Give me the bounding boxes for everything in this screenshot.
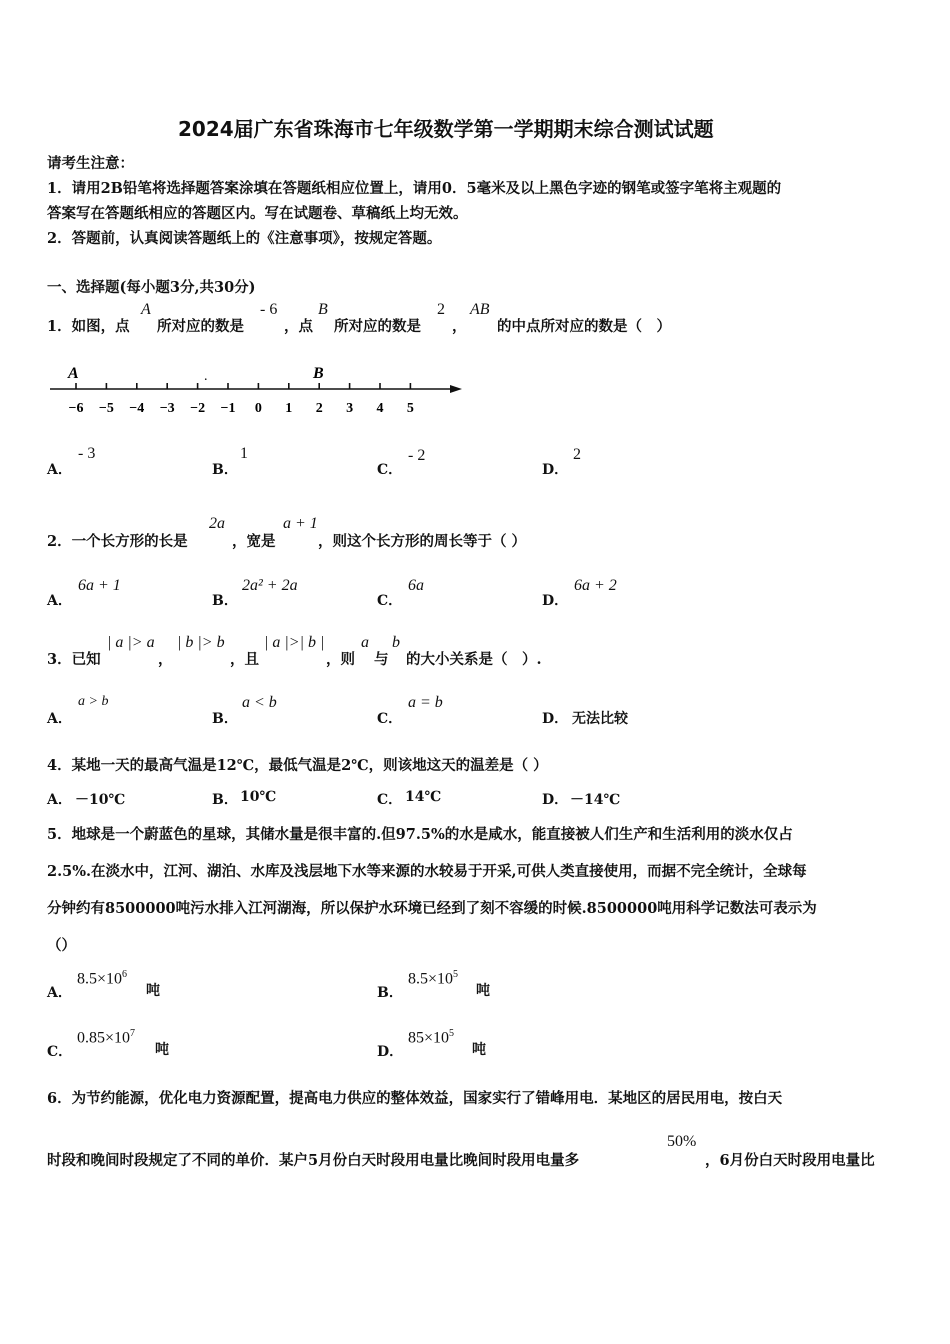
q5-option-a-unit: 吨 [146, 983, 160, 999]
q2-option-c-label[interactable]: C． [377, 593, 403, 609]
number-line-tick-label: 5 [406, 401, 414, 416]
q5-option-a-base: 8.5×10 [77, 970, 123, 988]
q3-var-a: a [361, 634, 369, 651]
q4-option-b-label[interactable]: B． [212, 792, 238, 808]
number-line-tick-label: 3 [346, 401, 354, 416]
q3-text-3: ，且 [230, 651, 259, 668]
question-6-line-1: 6．为节约能源，优化电力资源配置，提高电力供应的整体效益，国家实行了错峰用电．某地区的居民用电，按白天 [47, 1090, 783, 1107]
notice-line-1b: 答案写在答题纸相应的答题区内。写在试题卷、草稿纸上均无效。 [47, 205, 468, 222]
q4-option-b-value[interactable]: 10℃ [240, 789, 277, 805]
q3-option-d-label[interactable]: D． [542, 711, 569, 727]
q2-option-d-value[interactable]: 6a + 2 [574, 577, 617, 594]
question-4-text: 4．某地一天的最高气温是12℃，最低气温是2℃，则该地这天的温差是（ ） [47, 757, 548, 774]
q1-text-4: 所对应的数是 [334, 318, 421, 335]
page-title: 2024届广东省珠海市七年级数学第一学期期末综合测试试题 [178, 117, 714, 141]
q3-option-d-value[interactable]: 无法比较 [572, 711, 628, 727]
q5-option-b-unit: 吨 [476, 983, 490, 999]
notice-heading: 请考生注意： [47, 155, 134, 172]
number-line-tick-label: −2 [190, 401, 206, 416]
q6-percent: 50% [667, 1133, 697, 1150]
q5-option-b-base: 8.5×10 [408, 970, 454, 988]
q1-option-a-label[interactable]: A． [47, 462, 72, 478]
q4-option-d-label[interactable]: D． [542, 792, 569, 808]
q5-option-d-exponent: 5 [449, 1028, 455, 1039]
number-line-tick-label: −6 [68, 401, 84, 416]
q2-option-a-value[interactable]: 6a + 1 [78, 577, 121, 594]
q5-option-c-unit: 吨 [155, 1042, 169, 1058]
q2-option-d-label[interactable]: D． [542, 593, 569, 609]
q1-option-d-label[interactable]: D． [542, 462, 569, 478]
q4-option-d-value[interactable]: －14℃ [570, 792, 621, 808]
q5-option-a-label[interactable]: A． [47, 985, 72, 1001]
question-5-line-2: 2.5%.在淡水中，江河、湖泊、水库及浅层地下水等来源的水较易于开采,可供人类直接使用，而据不完全统计，全球每 [47, 863, 807, 880]
number-line-arrow [450, 385, 462, 393]
number-line-label-a: A [68, 365, 79, 382]
section-heading: 一、选择题(每小题3分,共30分) [47, 279, 256, 296]
q1-point-b: B [318, 301, 328, 318]
q3-condition-3: | a |>| b | [264, 634, 325, 651]
number-line-tick-label: 4 [376, 401, 384, 416]
q1-value-b: 2 [437, 301, 445, 318]
q5-option-d-base: 85×10 [408, 1029, 450, 1047]
question-6-line-2a: 时段和晚间时段规定了不同的单价．某户5月份白天时段用电量比晚间时段用电量多 [47, 1152, 580, 1169]
number-line-tick-label: −4 [129, 401, 145, 416]
q1-text-5: ， [452, 318, 467, 335]
q1-value-a: - 6 [260, 301, 278, 318]
number-line-label-b: B [313, 365, 324, 382]
number-line-tick-label: −1 [220, 401, 236, 416]
q5-option-c-label[interactable]: C． [47, 1044, 73, 1060]
q3-option-b-value[interactable]: a < b [242, 694, 277, 711]
q4-option-c-label[interactable]: C． [377, 792, 403, 808]
q5-option-c-base: 0.85×10 [77, 1029, 131, 1047]
q1-text-6: 的中点所对应的数是（ ） [497, 318, 671, 335]
q5-option-b-value[interactable] [408, 969, 458, 988]
q5-option-a-value[interactable] [77, 969, 127, 988]
question-5-line-1: 5．地球是一个蔚蓝色的星球，其储水量是很丰富的.但97.5%的水是咸水，能直接被人们生产和生活利用的淡水仅占 [47, 826, 793, 843]
q2-text-1: 2．一个长方形的长是 [47, 533, 188, 550]
q1-segment-ab: AB [470, 301, 490, 318]
q3-text-4: ，则 [326, 651, 355, 668]
number-line-tick-label: −3 [159, 401, 175, 416]
q1-text-2: 所对应的数是 [157, 318, 244, 335]
number-line-tick-label: −5 [98, 401, 114, 416]
q1-text-3: ，点 [284, 318, 313, 335]
q2-option-a-label[interactable]: A． [47, 593, 72, 609]
q2-length: 2a [209, 515, 225, 532]
question-5-line-3: 分钟约有8500000吨污水排入江河湖海，所以保护水环境已经到了刻不容缓的时候.8500000吨用科学记数法可表示为 [47, 900, 817, 917]
q3-option-b-label[interactable]: B． [212, 711, 238, 727]
q5-option-d-label[interactable]: D． [377, 1044, 404, 1060]
q3-text-5: 与 [374, 651, 389, 668]
q2-width: a + 1 [283, 515, 318, 532]
q1-point-a: A [141, 301, 151, 318]
q4-option-a-label[interactable]: A． [47, 792, 72, 808]
q5-option-a-exponent: 6 [122, 969, 128, 980]
q1-option-d-value[interactable]: 2 [573, 446, 581, 463]
q5-option-c-exponent: 7 [130, 1028, 136, 1039]
q2-option-b-label[interactable]: B． [212, 593, 238, 609]
number-line-figure [40, 358, 470, 420]
q3-text-6: 的大小关系是（ ）. [406, 651, 542, 668]
q2-text-3: ，则这个长方形的周长等于（ ） [318, 533, 527, 550]
q1-option-a-value[interactable]: - 3 [78, 445, 96, 462]
q3-option-c-label[interactable]: C． [377, 711, 403, 727]
notice-line-2: 2．答题前，认真阅读答题纸上的《注意事项》，按规定答题。 [47, 230, 442, 247]
q3-text-2: ， [158, 651, 173, 668]
q5-option-b-label[interactable]: B． [377, 985, 403, 1001]
q4-option-c-value[interactable]: 14℃ [405, 789, 442, 805]
number-line-tick-label: 2 [315, 401, 323, 416]
q3-condition-2: | b |> b [177, 634, 225, 651]
q5-option-d-value[interactable] [408, 1028, 454, 1047]
q4-option-a-value[interactable]: －10℃ [75, 792, 126, 808]
number-line-dot: . [204, 369, 208, 384]
q1-option-b-value[interactable]: 1 [240, 445, 248, 462]
q5-option-b-exponent: 5 [453, 969, 459, 980]
q3-option-c-value[interactable]: a = b [408, 694, 443, 711]
notice-line-1a: 1．请用2B铅笔将选择题答案涂填在答题纸相应位置上，请用0．5毫米及以上黑色字迹的钢笔或签字笔将主观题的 [47, 180, 782, 197]
q1-option-b-label[interactable]: B． [212, 462, 238, 478]
number-line-tick-label: 0 [254, 401, 262, 416]
q2-option-b-value[interactable]: 2a² + 2a [242, 577, 298, 594]
q5-option-d-unit: 吨 [472, 1042, 486, 1058]
q3-option-a-label[interactable]: A． [47, 711, 72, 727]
q5-option-c-value[interactable] [77, 1028, 135, 1047]
q3-condition-1: | a |> a [107, 634, 155, 651]
q3-text-1: 3．已知 [47, 651, 101, 668]
q3-var-b: b [392, 634, 400, 651]
q1-text-1: 1．如图，点 [47, 318, 130, 335]
q1-option-c-value[interactable]: - 2 [408, 447, 426, 464]
q3-option-a-value[interactable]: a > b [78, 694, 109, 709]
q2-text-2: ，宽是 [232, 533, 276, 550]
number-line-tick-label: 1 [285, 401, 293, 416]
question-6-line-2b: ，6月份白天时段用电量比 [705, 1152, 875, 1169]
q2-option-c-value[interactable]: 6a [408, 577, 424, 594]
question-5-line-4: （） [47, 937, 76, 954]
q1-option-c-label[interactable]: C． [377, 462, 403, 478]
